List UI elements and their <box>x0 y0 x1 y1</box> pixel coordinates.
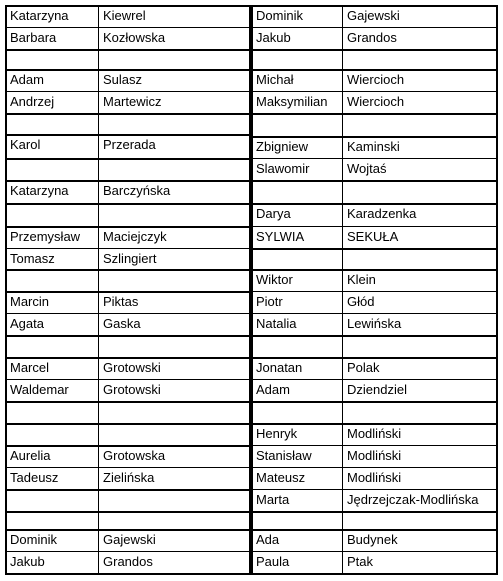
left-row-23-last-name <box>100 493 248 511</box>
left-grid-hline <box>5 203 251 205</box>
left-grid-hline <box>5 467 251 468</box>
right-row-25-first-name: Ada <box>256 533 280 547</box>
left-row-26-last-name: Grandos <box>103 555 153 569</box>
left-row-22-last-name: Zielińska <box>103 471 155 485</box>
left-grid-hline <box>5 134 251 136</box>
left-row-2-last-name: Kozłowska <box>103 31 166 45</box>
right-row-22-last-name: Modliński <box>347 471 402 485</box>
left-row-24-first-name <box>7 515 97 529</box>
left-grid-hline <box>5 5 251 7</box>
right-row-13-last-name: Klein <box>347 273 376 287</box>
left-row-10-first-name <box>7 207 97 226</box>
left-row-8-first-name <box>7 162 97 180</box>
right-row-3-first-name <box>253 53 341 69</box>
right-row-23-last-name: Jędrzejczak-Modlińska <box>347 493 479 507</box>
left-grid-hline <box>5 511 251 513</box>
left-grid-hline <box>5 379 251 380</box>
left-row-17-last-name: Grotowski <box>103 361 161 375</box>
left-row-22-first-name: Tadeusz <box>10 471 59 485</box>
left-row-2-first-name: Barbara <box>10 31 57 45</box>
left-row-7-last-name: Przerada <box>103 138 156 152</box>
left-grid-hline <box>5 529 251 531</box>
left-row-5-last-name: Martewicz <box>103 95 162 109</box>
left-row-5-first-name: Andrzej <box>10 95 55 109</box>
left-row-13-last-name <box>100 273 248 291</box>
left-row-6-first-name <box>7 117 97 134</box>
right-row-5-first-name: Maksymilian <box>256 95 328 109</box>
left-row-9-last-name: Barczyńska <box>103 184 171 198</box>
left-row-16-last-name <box>100 339 248 357</box>
left-grid-hline <box>5 180 251 182</box>
right-row-15-last-name: Lewińska <box>347 317 402 331</box>
right-row-14-last-name: Głód <box>347 295 375 309</box>
right-grid-hline <box>251 423 498 425</box>
left-row-21-last-name: Grotowska <box>103 449 166 463</box>
right-row-3-last-name <box>344 53 495 69</box>
left-grid-hline <box>5 113 251 115</box>
right-grid-hline <box>251 573 498 575</box>
left-grid-hline <box>5 401 251 403</box>
right-row-12-first-name <box>253 252 341 269</box>
right-grid-hline <box>251 5 498 7</box>
left-row-10-last-name <box>100 207 248 226</box>
right-row-16-last-name <box>344 339 495 357</box>
right-row-17-last-name: Polak <box>347 361 380 375</box>
left-row-25-last-name: Gajewski <box>103 533 156 547</box>
right-row-18-last-name: Dziendziel <box>347 383 407 397</box>
right-row-2-last-name: Grandos <box>347 31 397 45</box>
left-row-26-first-name: Jakub <box>10 555 45 569</box>
right-grid-hline <box>251 357 498 359</box>
left-row-9-first-name: Katarzyna <box>10 184 69 198</box>
left-row-13-first-name <box>7 273 97 291</box>
right-row-14-first-name: Piotr <box>256 295 283 309</box>
right-row-9-last-name <box>344 184 495 203</box>
right-grid-hline <box>251 335 498 337</box>
right-grid-hline <box>251 379 498 380</box>
right-grid-hline <box>251 551 498 552</box>
right-grid-hline <box>251 113 498 115</box>
right-row-9-first-name <box>253 184 341 203</box>
left-row-11-last-name: Maciejczyk <box>103 230 167 244</box>
right-row-15-first-name: Natalia <box>256 317 297 331</box>
right-grid-hline <box>251 226 498 227</box>
right-row-10-first-name: Darya <box>256 207 291 221</box>
right-row-26-last-name: Ptak <box>347 555 374 569</box>
left-grid-hline <box>5 91 251 92</box>
right-row-4-first-name: Michał <box>256 73 294 87</box>
left-row-19-last-name <box>100 405 248 423</box>
right-grid-hline <box>251 467 498 468</box>
left-grid-hline <box>5 69 251 71</box>
right-row-20-last-name: Modliński <box>347 427 402 441</box>
left-grid-hline <box>5 445 251 447</box>
left-grid-hline <box>5 423 251 425</box>
right-row-19-first-name <box>253 405 341 423</box>
right-row-21-last-name: Modliński <box>347 449 402 463</box>
right-grid-hline <box>251 291 498 292</box>
right-row-19-last-name <box>344 405 495 423</box>
right-grid-hline <box>251 511 498 513</box>
left-grid-hline <box>5 489 251 491</box>
right-row-13-first-name: Wiktor <box>256 273 293 287</box>
left-row-4-first-name: Adam <box>10 73 44 87</box>
left-grid-hline <box>5 269 251 271</box>
left-row-1-first-name: Katarzyna <box>10 9 69 23</box>
right-row-21-first-name: Stanisław <box>256 449 312 463</box>
right-row-11-last-name: SEKUŁA <box>347 230 399 244</box>
left-grid-hline <box>5 573 251 575</box>
right-grid-hline <box>251 401 498 403</box>
left-row-21-first-name: Aurelia <box>10 449 51 463</box>
left-grid-hline <box>5 313 251 314</box>
left-row-18-first-name: Waldemar <box>10 383 69 397</box>
left-row-24-last-name <box>100 515 248 529</box>
right-row-8-last-name: Wojtaś <box>347 162 387 176</box>
right-row-22-first-name: Mateusz <box>256 471 306 485</box>
left-grid-hline <box>5 335 251 337</box>
right-row-20-first-name: Henryk <box>256 427 298 441</box>
left-row-23-first-name <box>7 493 97 511</box>
left-row-15-first-name: Agata <box>10 317 44 331</box>
left-grid-hline <box>5 551 251 552</box>
left-grid-hline <box>5 49 251 51</box>
left-row-3-last-name <box>100 53 248 69</box>
left-grid-hline <box>5 226 251 228</box>
right-grid-hline <box>251 180 498 182</box>
left-row-4-last-name: Sulasz <box>103 73 143 87</box>
left-row-14-first-name: Marcin <box>10 295 50 309</box>
left-row-25-first-name: Dominik <box>10 533 57 547</box>
right-row-1-last-name: Gajewski <box>347 9 400 23</box>
left-row-20-first-name <box>7 427 97 445</box>
right-row-6-first-name <box>253 117 341 136</box>
left-grid-hline <box>5 357 251 359</box>
right-grid-hline <box>251 529 498 531</box>
left-row-1-last-name: Kiewrel <box>103 9 146 23</box>
right-grid-hline <box>251 69 498 71</box>
left-row-15-last-name: Gaska <box>103 317 141 331</box>
right-row-25-last-name: Budynek <box>347 533 398 547</box>
right-grid-hline <box>251 445 498 446</box>
right-row-16-first-name <box>253 339 341 357</box>
left-row-18-last-name: Grotowski <box>103 383 161 397</box>
right-row-26-first-name: Paula <box>256 555 290 569</box>
right-grid-hline <box>251 91 498 92</box>
right-row-6-last-name <box>344 117 495 136</box>
left-row-16-first-name <box>7 339 97 357</box>
right-row-24-last-name <box>344 515 495 529</box>
left-grid-hline <box>5 158 251 160</box>
right-grid-hline <box>251 27 498 28</box>
right-row-12-last-name <box>344 252 495 269</box>
right-grid-hline <box>251 313 498 314</box>
left-row-12-first-name: Tomasz <box>10 252 55 266</box>
left-row-3-first-name <box>7 53 97 69</box>
right-grid-hline <box>251 49 498 51</box>
right-row-7-last-name: Kaminski <box>347 140 400 154</box>
left-grid-hline <box>5 291 251 293</box>
right-row-23-first-name: Marta <box>256 493 290 507</box>
right-row-10-last-name: Karadzenka <box>347 207 417 221</box>
right-row-17-first-name: Jonatan <box>256 361 303 375</box>
left-row-20-last-name <box>100 427 248 445</box>
left-grid-hline <box>5 248 251 249</box>
right-grid-hline <box>251 248 498 250</box>
right-row-24-first-name <box>253 515 341 529</box>
left-grid-hline <box>5 27 251 28</box>
right-row-5-last-name: Wiercioch <box>347 95 405 109</box>
right-grid-hline <box>251 158 498 159</box>
left-row-6-last-name <box>100 117 248 134</box>
left-row-19-first-name <box>7 405 97 423</box>
right-row-1-first-name: Dominik <box>256 9 303 23</box>
right-grid-hline <box>251 203 498 205</box>
left-row-11-first-name: Przemysław <box>10 230 81 244</box>
left-row-14-last-name: Piktas <box>103 295 139 309</box>
left-row-7-first-name: Karol <box>10 138 41 152</box>
right-row-4-last-name: Wiercioch <box>347 73 405 87</box>
left-row-17-first-name: Marcel <box>10 361 50 375</box>
right-row-18-first-name: Adam <box>256 383 290 397</box>
right-row-2-first-name: Jakub <box>256 31 291 45</box>
right-grid-hline <box>251 269 498 271</box>
right-grid-hline <box>251 136 498 138</box>
left-row-12-last-name: Szlingiert <box>103 252 157 266</box>
right-grid-hline <box>251 489 498 490</box>
right-row-11-first-name: SYLWIA <box>256 230 305 244</box>
right-row-7-first-name: Zbigniew <box>256 140 309 154</box>
right-row-8-first-name: Slawomir <box>256 162 310 176</box>
left-row-8-last-name <box>100 162 248 180</box>
